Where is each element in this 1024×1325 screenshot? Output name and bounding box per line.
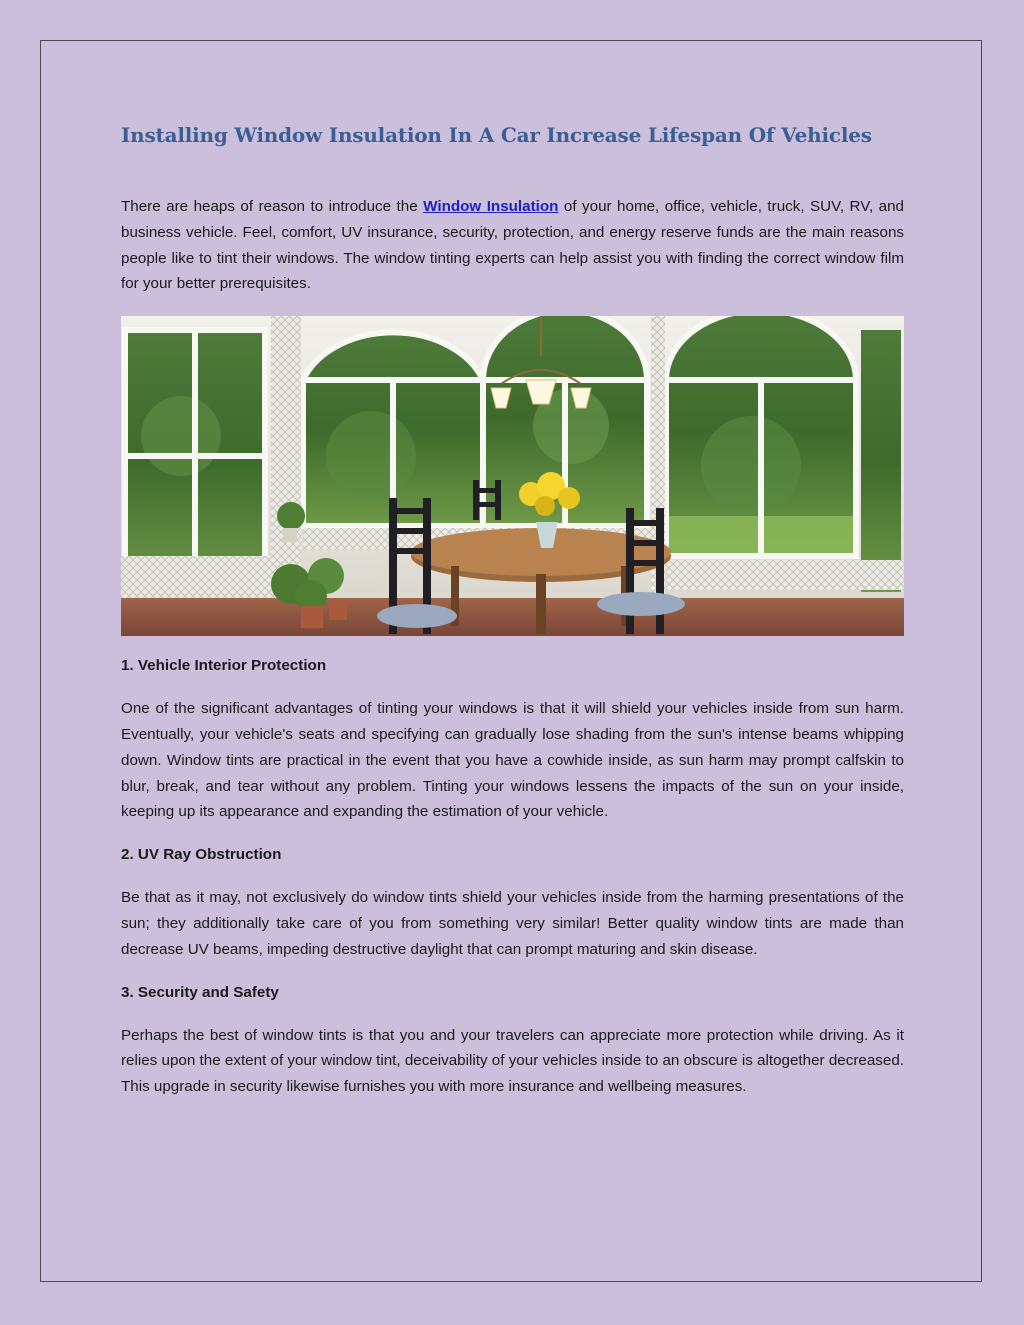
section-body-security-safety: Perhaps the best of window tints is that you and your travelers can appreciate more protection while driving. As it relies upon the extent of your window tint, deceivability of your vehicles inside to an obscure is altogether decreased. This upgrade in security likewise furnishes you with more insurance and wellbeing measures.: [121, 1026, 904, 1096]
intro-text-after: of your home, office, vehicle, truck, SUV, RV, and business vehicle. Feel, comfort, UV insurance, security, protection, and energy reserve funds are the main reasons people like to tint their windows. The window tinting experts can help assist you with finding the correct window film for your better prerequisites.: [121, 198, 905, 293]
section-body-interior-protection: One of the significant advantages of tinting your windows is that it will shield your vehicles inside from sun harm. Eventually, your vehicle's seats and specifying can gradually lose shading from the sun's intense beams whipping down. Window tints are practical in the event that you have a cowhide inside, as sun harm may prompt calfskin to blur, break, and tear without any problem. Tinting your windows lessens the impacts of the sun on your inside, keeping up its appearance and expanding the estimation of your vehicle.: [121, 700, 904, 821]
page-title: Installing Window Insulation In A Car Increase Lifespan Of Vehicles: [121, 123, 872, 147]
section-heading-interior-protection: 1. Vehicle Interior Protection: [121, 657, 327, 675]
document-body: [121, 118, 904, 1100]
section-heading-uv-ray: 2. UV Ray Obstruction: [121, 846, 282, 864]
section-body-uv-ray: Be that as it may, not exclusively do window tints shield your vehicles inside from the harming presentations of the sun; they additionally take care of you from something very similar! Better quality window tints are made than decrease UV beams, impeding destructive daylight that can prompt maturing and skin disease.: [121, 889, 904, 958]
intro-paragraph: [121, 194, 904, 297]
window-insulation-link[interactable]: Window Insulation: [423, 198, 559, 215]
sunroom-photo: [121, 316, 904, 636]
intro-text-before: There are heaps of reason to introduce the: [121, 198, 424, 215]
section-heading-security-safety: 3. Security and Safety: [121, 983, 279, 1001]
